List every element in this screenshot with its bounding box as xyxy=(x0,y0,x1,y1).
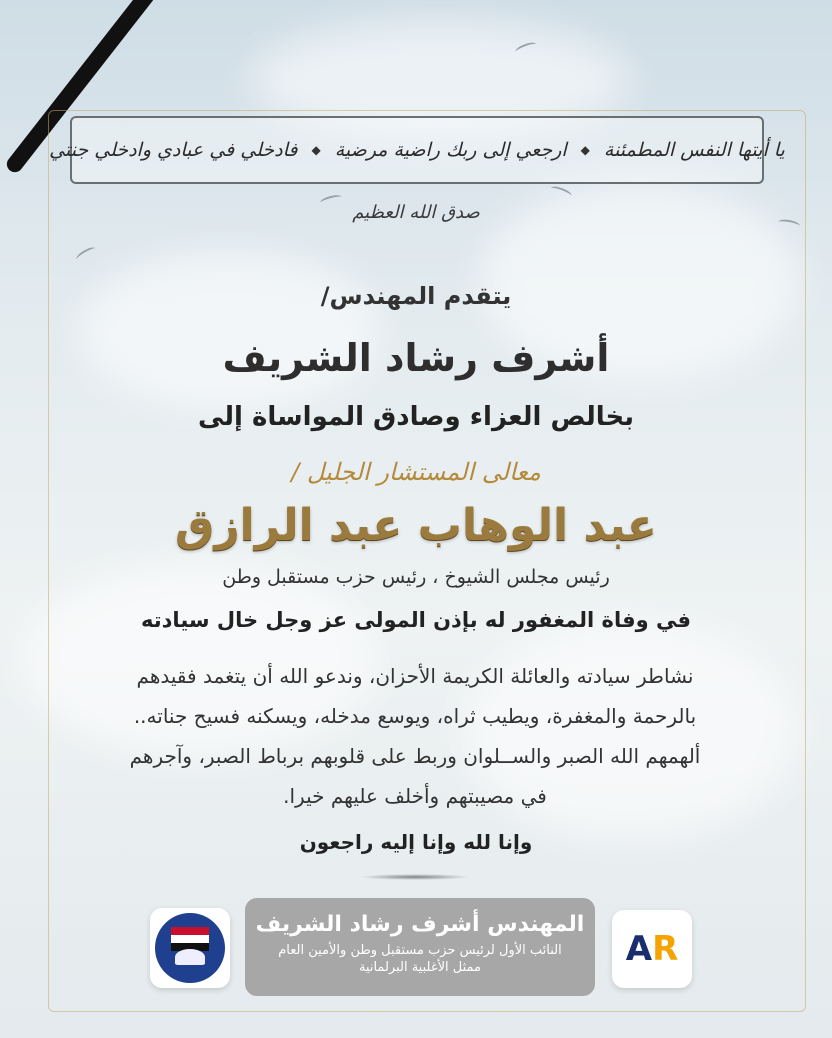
condolence-line: بخالص العزاء وصادق المواساة إلى xyxy=(197,402,635,432)
party-emblem-icon xyxy=(155,913,225,983)
deceased-name: عبد الوهاب عبد الرازق xyxy=(175,500,657,551)
party-logo xyxy=(150,908,230,988)
signature-subtitle: ممثل الأغلبية البرلمانية xyxy=(358,960,482,975)
verse-part-2: ارجعي إلى ربك راضية مرضية xyxy=(334,139,567,161)
ar-logo-letter-r: R xyxy=(652,929,679,969)
verse-part-1: يا أيتها النفس المطمئنة xyxy=(603,139,785,161)
ar-logo xyxy=(612,910,692,988)
signature-box xyxy=(245,898,595,996)
honorific-title: معالى المستشار الجليل / xyxy=(291,458,541,486)
eagle-icon xyxy=(175,949,205,965)
divider xyxy=(360,874,470,880)
signature-title: النائب الأول لرئيس حزب مستقبل وطن والأمين العام xyxy=(278,943,562,958)
prayer-line: نشاطر سيادته والعائلة الكريمة الأحزان، وندعو الله أن يتغمد فقيدهم xyxy=(136,664,694,688)
position-line: رئيس مجلس الشيوخ ، رئيس حزب مستقبل وطن xyxy=(222,566,610,588)
prayer-line: في مصيبتهم وأخلف عليهم خيرا. xyxy=(283,784,547,808)
intro-text: يتقدم المهندس/ xyxy=(320,282,512,310)
prayer-paragraph xyxy=(70,656,760,816)
diamond-icon: ◆ xyxy=(311,143,321,157)
verse-part-3: فادخلي في عبادي وادخلي جنتي xyxy=(49,139,298,161)
signature-name: المهندس أشرف رشاد الشريف xyxy=(255,912,585,937)
closing-phrase: وإنا لله وإنا إليه راجعون xyxy=(299,830,533,854)
death-line: في وفاة المغفور له بإذن المولى عز وجل خال سيادته xyxy=(141,608,691,632)
prayer-line: ألهمهم الله الصبر والســلوان وربط على قلوبهم برباط الصبر، وآجرهم xyxy=(129,744,701,768)
prayer-line: بالرحمة والمغفرة، ويطيب ثراه، ويوسع مدخله، ويسكنه فسيح جناته.. xyxy=(133,704,697,728)
ar-logo-letter-a: A xyxy=(625,929,653,969)
diamond-icon: ◆ xyxy=(580,143,590,157)
sender-name: أشرف رشاد الشريف xyxy=(222,336,610,380)
verse-closing: صدق الله العظيم xyxy=(352,202,480,223)
quran-verse-box xyxy=(49,116,785,184)
